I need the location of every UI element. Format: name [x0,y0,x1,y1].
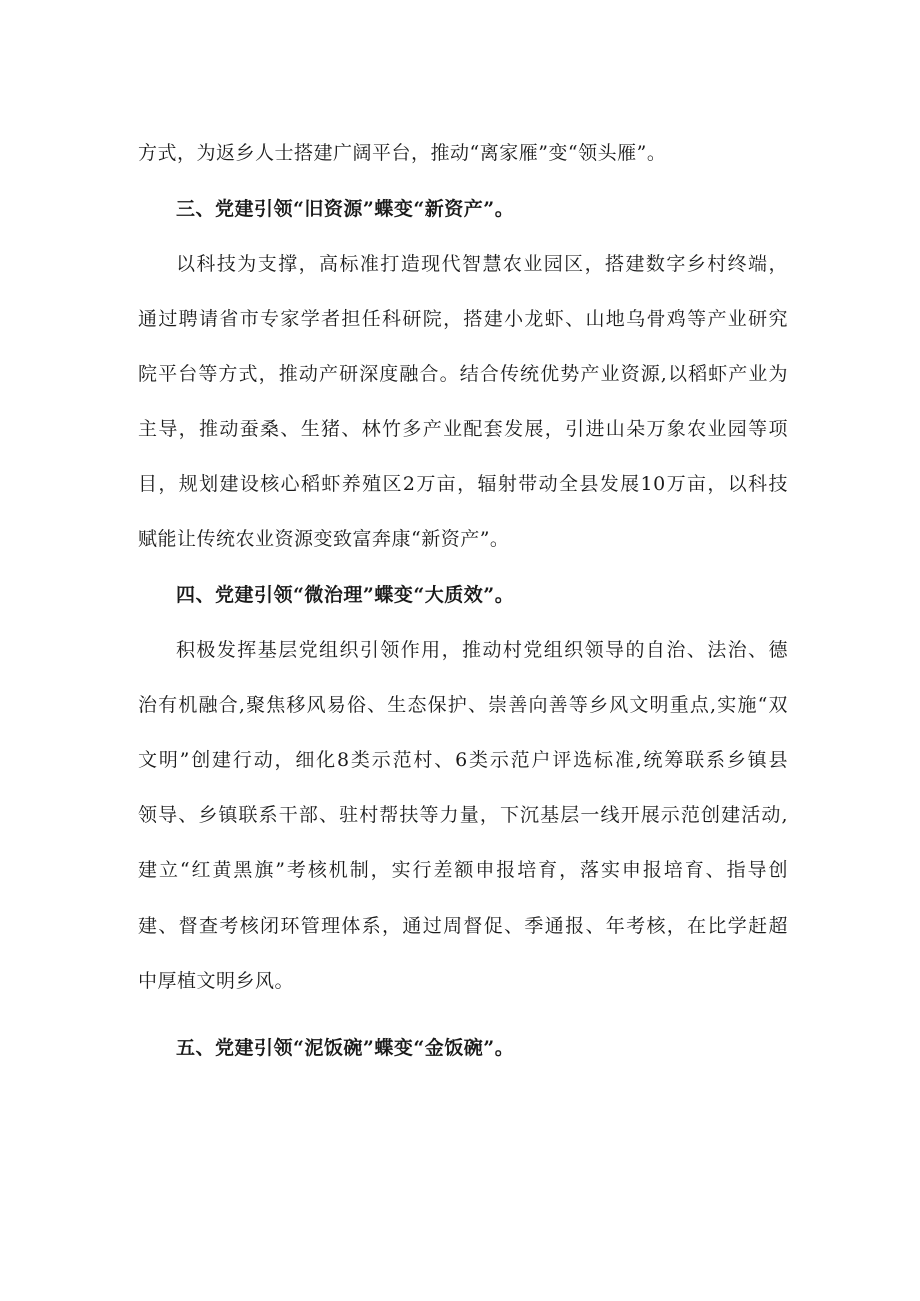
paragraph-line: 以科技为支撑，高标准打造现代智慧农业园区，搭建数字乡村终端， [176,253,788,275]
paragraph-line: 目，规划建设核心稻虾养殖区2万亩，辐射带动全县发展10万亩，以科技 [138,473,788,495]
paragraph-line: 建立“红黄黑旗”考核机制，实行差额申报培育，落实申报培育、指导创 [138,859,788,881]
paragraph-line: 治有机融合,聚焦移风易俗、生态保护、崇善向善等乡风文明重点,实施“双 [138,694,788,716]
paragraph-line: 领导、乡镇联系干部、驻村帮扶等力量，下沉基层一线开展示范创建活动, [138,804,788,826]
section-heading-3: 三、党建引领“旧资源”蝶变“新资产”。 [176,198,515,220]
paragraph-line: 文明”创建行动，细化8类示范村、6类示范户评选标准,统筹联系乡镇县 [138,749,788,771]
paragraph-line: 方式，为返乡人士搭建广阔平台，推动“离家雁”变“领头雁”。 [138,142,667,164]
paragraph-line: 通过聘请省市专家学者担任科研院，搭建小龙虾、山地乌骨鸡等产业研究 [138,308,788,330]
paragraph-line: 院平台等方式，推动产研深度融合。结合传统优势产业资源,以稻虾产业为 [138,363,788,385]
section-heading-4: 四、党建引领“微治理”蝶变“大质效”。 [176,584,515,606]
paragraph-line: 积极发挥基层党组织引领作用，推动村党组织领导的自治、法治、德 [176,639,788,661]
paragraph-line: 赋能让传统农业资源变致富奔康“新资产”。 [138,528,510,550]
section-heading-5: 五、党建引领“泥饭碗”蝶变“金饭碗”。 [176,1037,515,1059]
paragraph-line: 主导，推动蚕桑、生猪、林竹多产业配套发展，引进山朵万象农业园等项 [138,418,788,440]
paragraph-line: 建、督查考核闭环管理体系，通过周督促、季通报、年考核，在比学赶超 [138,915,788,937]
paragraph-line: 中厚植文明乡风。 [138,970,295,992]
